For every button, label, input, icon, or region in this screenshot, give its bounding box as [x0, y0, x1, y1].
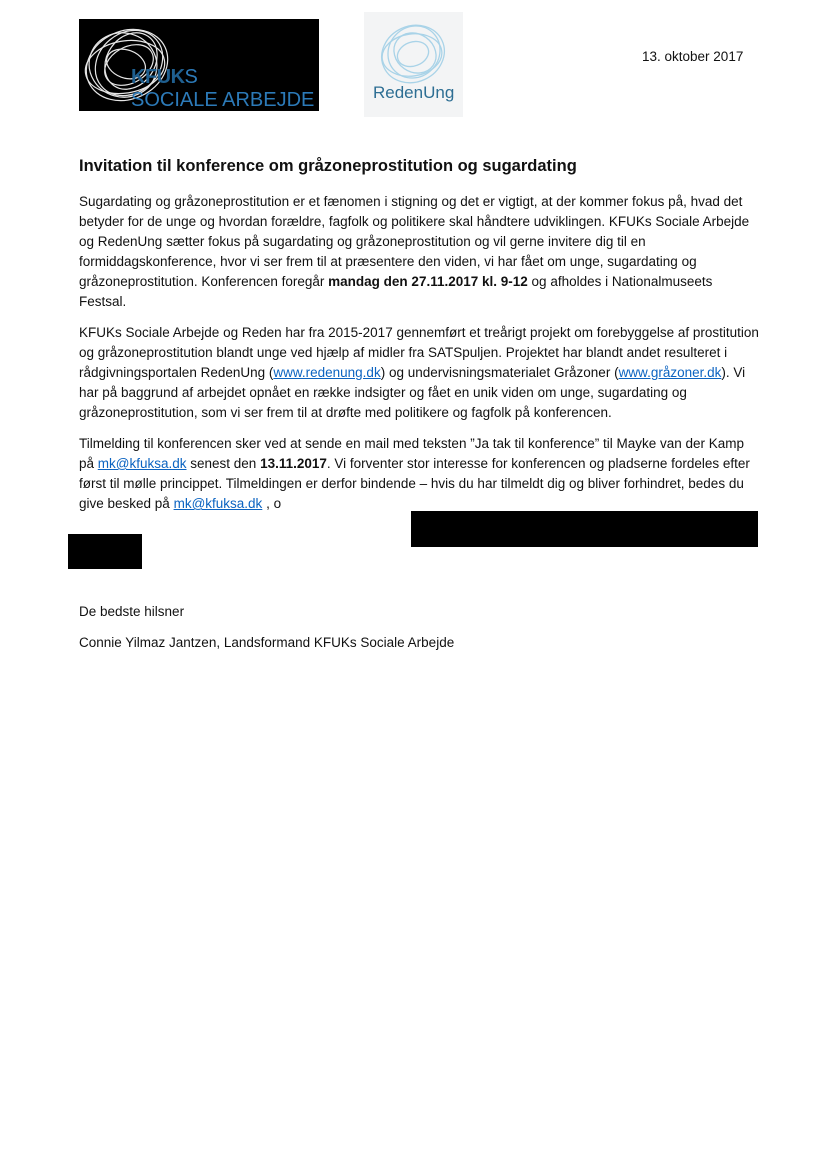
letter-date: 13. oktober 2017	[642, 49, 744, 64]
kfuk-logo-line2: SOCIALE ARBEJDE	[131, 89, 315, 111]
redaction-box	[68, 534, 142, 569]
redaction-box	[411, 511, 758, 547]
kfuk-sociale-arbejde-logo	[79, 19, 319, 111]
letter-title: Invitation til konference om gråzoneprostitution og sugardating	[79, 157, 577, 175]
grazoner-link[interactable]: www.gråzoner.dk	[618, 365, 722, 380]
redenung-link[interactable]: www.redenung.dk	[273, 365, 381, 380]
redenung-logo	[364, 12, 463, 117]
conference-date: mandag den 27.11.2017 kl. 9-12	[328, 274, 528, 289]
paragraph-project: KFUKs Sociale Arbejde og Reden har fra 2015-2017 gennemført et treårigt projekt om forebyggelse af prostitution og gråzoneprostitution blandt unge ved hjælp af midler fra SATSpuljen. Projektet har blandt andet resulteret i rådgivningsportalen RedenUng (www.redenung.dk) og undervisningsmaterialet Gråzoner (www.gråzoner.dk). Vi har på baggrund af arbejdet opnået en række indsigter og fået en unik viden om unge, sugardating og gråzoneprostitution, som vi ser frem til at drøfte med politikere og fagfolk på konferencen.	[79, 325, 759, 420]
kfuk-logo-line1: KFUKS	[131, 66, 198, 88]
deadline-date: 13.11.2017	[260, 456, 327, 471]
email-link[interactable]: mk@kfuksa.dk	[97, 456, 187, 471]
closing-greeting: De bedste hilsner	[79, 604, 185, 619]
letter-body	[79, 192, 759, 525]
signature: Connie Yilmaz Jantzen, Landsformand KFUKs Sociale Arbejde	[79, 635, 455, 650]
redenung-logo-text: RedenUng	[373, 83, 455, 102]
paragraph-intro: Sugardating og gråzoneprostitution er et fænomen i stigning og det er vigtigt, at der kommer fokus på, hvad det betyder for de unge og hvordan forældre, fagfolk og politikere skal håndtere udviklingen. KFUKs Sociale Arbejde og RedenUng sætter fokus på sugardating og gråzoneprostitution og vil gerne invitere dig til en formiddagskonference, hvor vi ser frem til at præsentere den viden, vi har fået om unge, sugardating og gråzoneprostitution. Konferencen foregår mandag den 27.11.2017 kl. 9-12 og afholdes i Nationalmuseets Festsal.	[79, 194, 750, 309]
email-link-2[interactable]: mk@kfuksa.dk	[173, 496, 263, 511]
paragraph-registration: Tilmelding til konferencen sker ved at sende en mail med teksten ”Ja tak til konference” til Mayke van der Kamp på mk@kfuksa.dk senest den 13.11.2017. Vi forventer stor interesse for konferencen og pladserne fordeles efter først til mølle princippet. Tilmeldingen er derfor bindende – hvis du har tilmeldt dig og bliver forhindret, bedes du give besked på mk@kfuksa.dk , o	[79, 436, 750, 511]
